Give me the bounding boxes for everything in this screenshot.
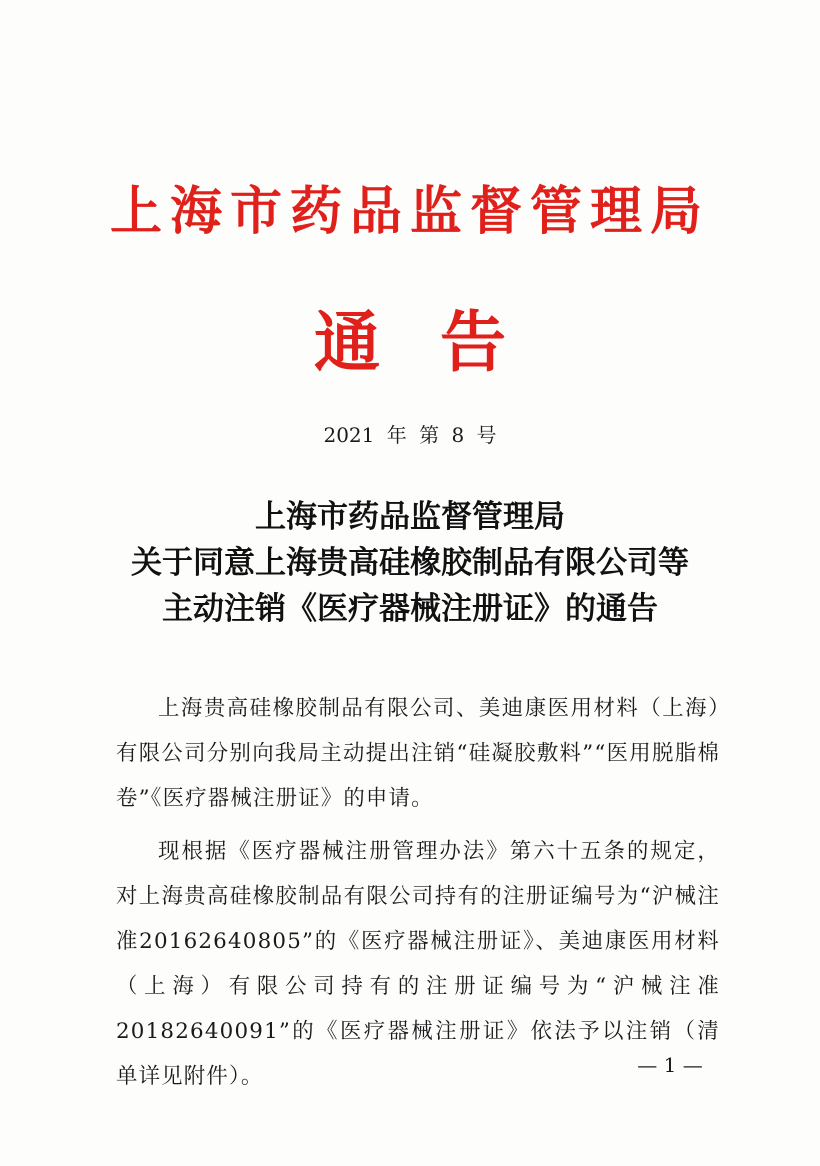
notice-headline (0, 494, 820, 632)
notice-body (116, 686, 720, 1107)
document-number: 2021 年 第 8 号 (323, 423, 497, 447)
page-number: — 1 — (637, 1053, 703, 1077)
headline-line: 关于同意上海贵高硅橡胶制品有限公司等 (131, 545, 689, 581)
agency-header-title: 上海市药品监督管理局 (109, 181, 710, 242)
body-paragraph: 上海贵高硅橡胶制品有限公司、美迪康医用材料（上海）有限公司分别向我局主动提出注销“硅凝胶敷料”“医用脱脂棉卷”《医疗器械注册证》的申请。 (116, 696, 720, 811)
headline-line: 上海市药品监督管理局 (255, 499, 565, 535)
notice-label: 通告 (314, 303, 566, 381)
body-paragraph: 现根据《医疗器械注册管理办法》第六十五条的规定，对上海贵高硅橡胶制品有限公司持有的注册证编号为“沪械注准20162640805”的《医疗器械注册证》、美迪康医用材料（上海）有限公司持有的注册证编号为“沪械注准 20182640091”的《医疗器械注册证》依法予以注销（清单详见附件）。 (116, 839, 720, 1089)
headline-line: 主动注销《医疗器械注册证》的通告 (162, 591, 658, 627)
